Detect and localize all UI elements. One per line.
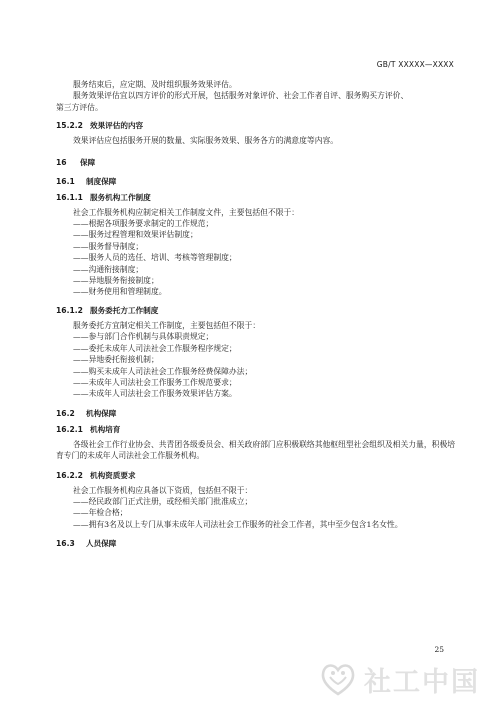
- list-item: ——异地服务衔接制度；: [73, 276, 159, 286]
- heading-16: [56, 157, 460, 168]
- heading-16-2-1: [56, 424, 460, 435]
- section-16-2-1-text: 各级社会工作行业协会、共青团各级委员会、相关政府部门应积极联络其他枢纽型社会组织及相关力量，积极培育专门的未成年人司法社会工作服务机构。: [56, 439, 456, 461]
- section-16-1-2-lead: 服务委托方宜制定相关工作制度，主要包括但不限于：: [73, 320, 261, 330]
- list-item: ——沟通衔接制度；: [73, 264, 144, 274]
- heading-16-2-2: [56, 470, 460, 481]
- heading-title: 机构资质要求: [90, 470, 136, 480]
- heading-number: 16: [56, 157, 67, 167]
- list-item: ——委托未成年人司法社会工作服务程序规定；: [73, 343, 237, 353]
- page-number: 25: [434, 645, 444, 654]
- intro-paragraph-1: 服务结束后，应定期、及时组织服务效果评估。: [73, 80, 237, 89]
- heading-number: 15.2.2: [56, 121, 83, 131]
- list-item: ——经民政部门正式注册，或经相关部门批准成立；: [73, 496, 253, 506]
- list-item: ——异地委托衔接机制；: [73, 355, 159, 365]
- section-15-2-2-text: 效果评估应包括服务开展的数量、实际服务效果、服务各方的满意度等内容。: [73, 136, 339, 146]
- list-item: ——财务使用和管理制度。: [73, 287, 167, 297]
- heading-number: 16.1: [56, 176, 75, 186]
- section-16-1-1-lead: 社会工作服务机构应制定相关工作制度文件，主要包括但不限于：: [73, 207, 300, 217]
- list-item: ——服务督导制度；: [73, 241, 144, 251]
- list-item: ——未成年人司法社会工作服务工作规范要求；: [73, 377, 237, 387]
- list-item: ——服务过程管理和效果评估制度；: [73, 230, 198, 240]
- heading-title: 服务委托方工作制度: [90, 305, 159, 315]
- heading-number: 16.2: [56, 408, 75, 418]
- section-16-2-2-lead: 社会工作服务机构应具备以下资质，包括但不限于：: [73, 485, 253, 495]
- list-item: ——年检合格；: [73, 508, 128, 518]
- heading-16-2: [56, 408, 460, 419]
- heading-title: 保障: [80, 157, 96, 167]
- heading-number: 16.2.1: [56, 424, 83, 434]
- list-item: ——服务人员的选任、培训、考核等管理制度；: [73, 253, 237, 263]
- heading-16-3: [56, 538, 460, 549]
- heading-number: 16.1.1: [56, 192, 83, 202]
- heading-title: 人员保障: [86, 539, 117, 549]
- heading-title: 制度保障: [86, 176, 117, 186]
- heading-title: 机构培育: [90, 424, 121, 434]
- watermark-text: 社工中国: [364, 666, 480, 698]
- intro-paragraph-2-line-1: 服务效果评估宜以四方评价的形式开展，包括服务对象评价、社会工作者自评、服务购买方评价、: [73, 91, 409, 101]
- heading-15-2-2: [56, 120, 460, 131]
- list-item: ——购买未成年人司法社会工作服务经费保障办法；: [73, 366, 253, 376]
- page-content: [56, 79, 460, 553]
- heading-number: 16.2.2: [56, 470, 83, 480]
- intro-paragraph-2-line-2: 第三方评估。: [56, 102, 103, 112]
- heading-title: 机构保障: [86, 408, 117, 418]
- list-item: ——根据各项服务要求制定的工作规范；: [73, 219, 214, 229]
- list-item: ——未成年人司法社会工作服务效果评估方案。: [73, 389, 237, 399]
- heading-number: 16.1.2: [56, 305, 83, 315]
- heading-16-1-1: [56, 192, 460, 203]
- heading-16-1-2: [56, 305, 460, 316]
- list-item: ——拥有3名及以上专门从事未成年人司法社会工作服务的社会工作者，其中至少包含1名女性。: [73, 519, 403, 529]
- heading-title: 服务机构工作制度: [90, 192, 151, 202]
- list-item: ——参与部门合作机制与具体职责规定；: [73, 332, 214, 342]
- standard-code: GB/T XXXXX—XXXX: [376, 60, 454, 69]
- heading-number: 16.3: [56, 539, 75, 549]
- watermark: [318, 657, 488, 701]
- heading-16-1: [56, 176, 460, 187]
- heart-hands-logo-icon: [318, 659, 358, 699]
- heading-title: 效果评估的内容: [90, 121, 144, 131]
